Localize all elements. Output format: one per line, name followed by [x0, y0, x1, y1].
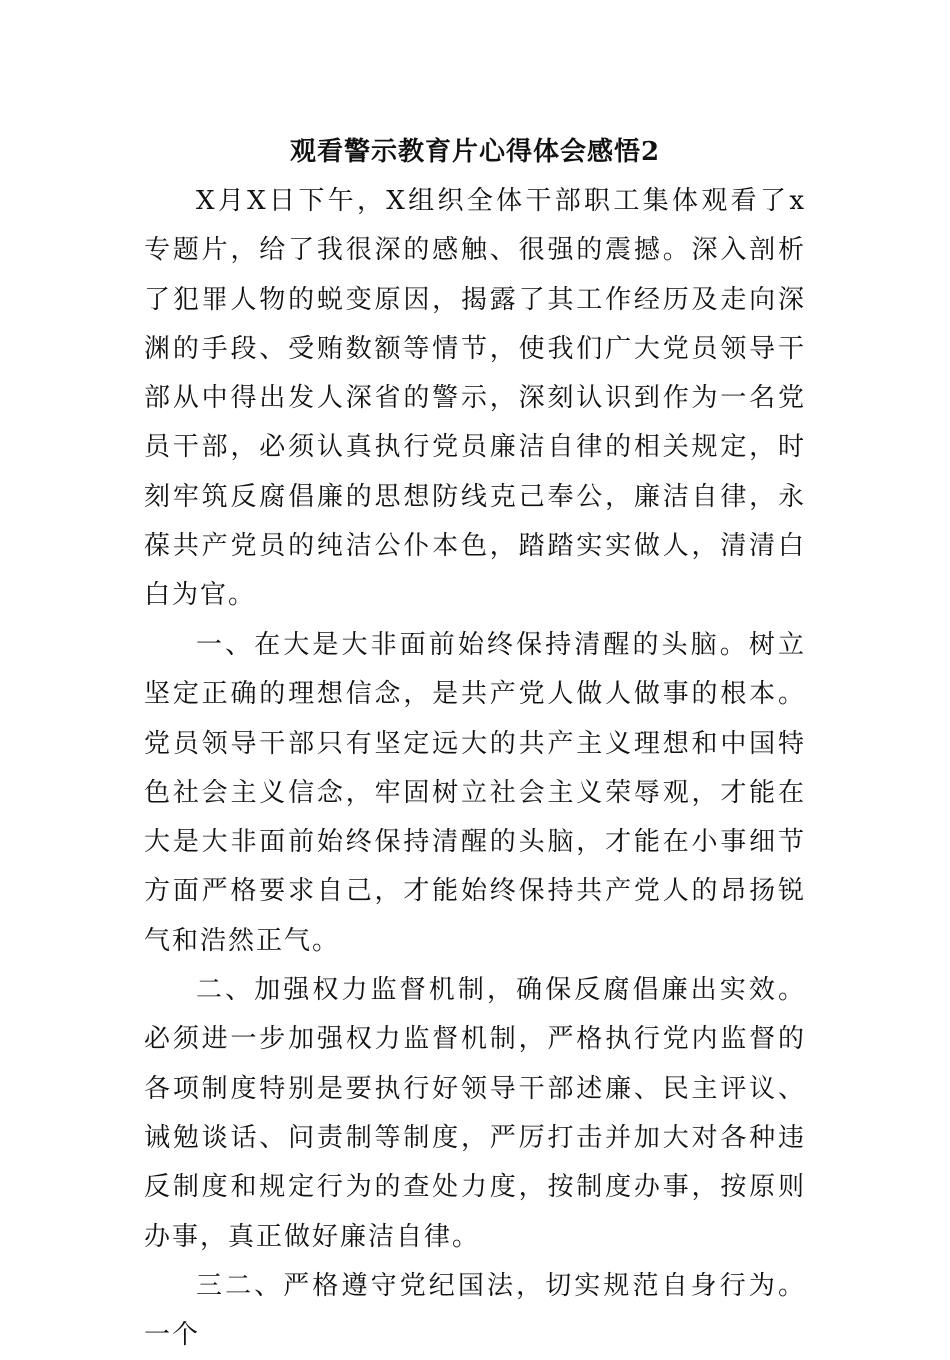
paragraph-point-two: 二、加强权力监督机制，确保反腐倡廉出实效。必须进一步加强权力监督机制，严格执行党内监督的各项制度特别是要执行好领导干部述廉、民主评议、诫勉谈话、问责制等制度，严厉打击并加大对各种违反制度和规定行为的查处力度，按制度办事，按原则办事，真正做好廉洁自律。	[144, 975, 806, 1252]
paragraph-point-three: 三二、严格遵守党纪国法，切实规范自身行为。一个	[144, 1270, 806, 1351]
document-body	[144, 177, 806, 1360]
paragraph-point-one: 一、在大是大非面前始终保持清醒的头脑。树立坚定正确的理想信念，是共产党人做人做事的根本。党员领导干部只有坚定远大的共产主义理想和中国特色社会主义信念，牢固树立社会主义荣辱观，才能在大是大非面前始终保持清醒的头脑，才能在小事细节方面严格要求自己，才能始终保持共产党人的昂扬锐气和浩然正气。	[144, 629, 806, 956]
paragraph-intro: X月X日下午，X组织全体干部职工集体观看了x专题片，给了我很深的感触、很强的震撼。深入剖析了犯罪人物的蜕变原因，揭露了其工作经历及走向深渊的手段、受贿数额等情节，使我们广大党员领导干部从中得出发人深省的警示，深刻认识到作为一名党员干部，必须认真执行党员廉洁自律的相关规定，时刻牢筑反腐倡廉的思想防线克己奉公，廉洁自律，永葆共产党员的纯洁公仆本色，踏踏实实做人，清清白白为官。	[144, 186, 806, 611]
document-title: 观看警示教育片心得体会感悟2	[289, 137, 661, 167]
